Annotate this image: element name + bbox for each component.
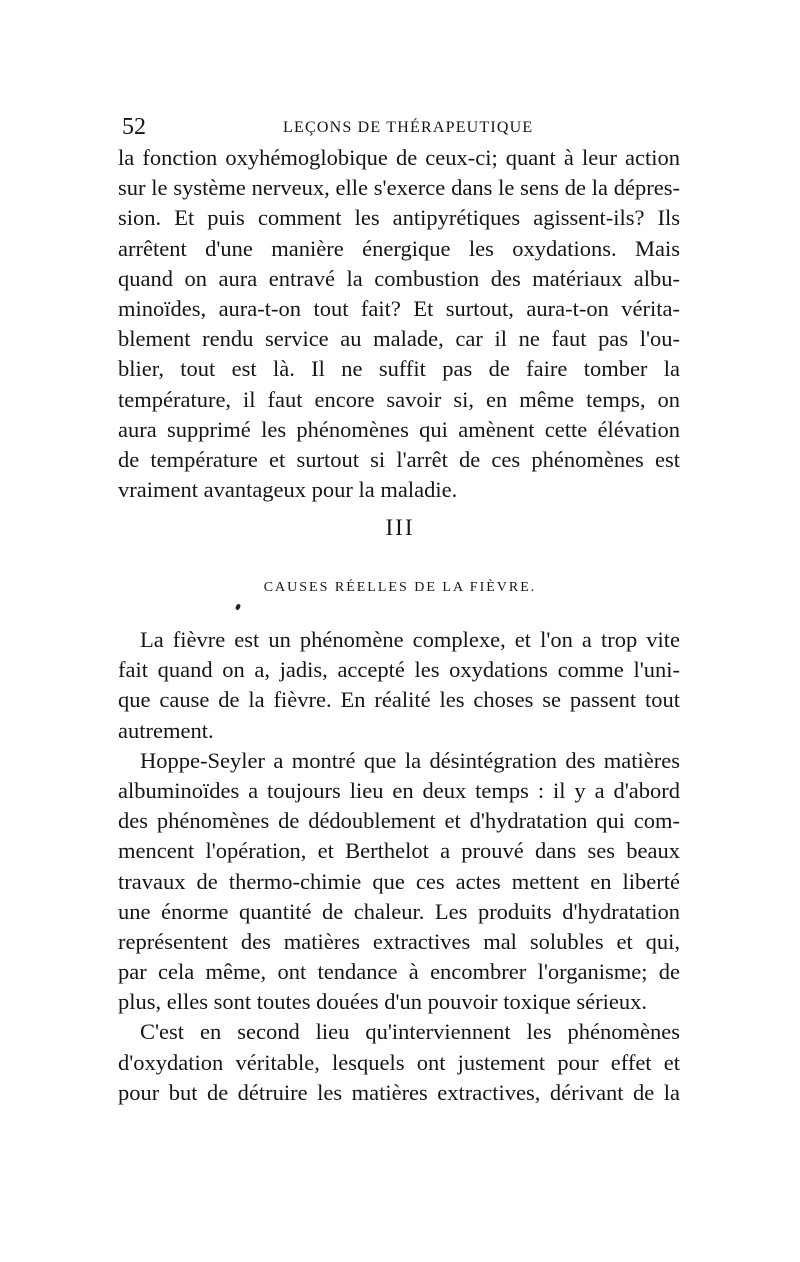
text-line: aura supprimé les phénomènes qui amènent cette élévation <box>118 416 680 442</box>
section-number: III <box>385 515 415 540</box>
text-line: plus, elles sont toutes douées d'un pouvoir toxique sérieux. <box>118 989 647 1015</box>
running-head: LEÇONS DE THÉRAPEUTIQUE <box>283 119 534 136</box>
text-line: sion. Et puis comment les antipyrétiques agissent-ils? Ils <box>118 205 680 231</box>
text-line: température, il faut encore savoir si, en même temps, on <box>118 386 680 412</box>
text-line: blier, tout est là. Il ne suffit pas de faire tomber la <box>118 356 680 382</box>
section-body <box>118 625 680 1108</box>
text-line: albuminoïdes a toujours lieu en deux temps : il y a d'abord <box>118 777 680 803</box>
text-line: arrêtent d'une manière énergique les oxydations. Mais <box>118 235 680 261</box>
text-line: vraiment avantageux pour la maladie. <box>118 477 458 503</box>
text-line: sur le système nerveux, elle s'exerce dans le sens de la dépres- <box>118 175 680 201</box>
text-line: que cause de la fièvre. En réalité les choses se passent tout <box>118 687 680 713</box>
ink-speck <box>235 603 241 610</box>
paragraph <box>118 625 680 746</box>
paragraph <box>118 1017 680 1108</box>
section-title: CAUSES RÉELLES DE LA FIÈVRE. <box>263 580 537 595</box>
text-line: représentent des matières extractives mal solubles et qui, <box>118 928 680 954</box>
text-line: la fonction oxyhémoglobique de ceux-ci; quant à leur action <box>118 145 680 170</box>
text-line: autrement. <box>118 717 214 743</box>
text-line: fait quand on a, jadis, accepté les oxydations comme l'uni- <box>118 657 680 683</box>
continued-paragraph <box>118 143 680 505</box>
text-line: Hoppe-Seyler a montré que la désintégration des matières <box>140 747 680 773</box>
text-line: pour but de détruire les matières extractives, dérivant de la <box>118 1079 680 1105</box>
text-line: une énorme quantité de chaleur. Les produits d'hydratation <box>118 898 680 924</box>
text-line: mencent l'opération, et Berthelot a prouvé dans ses beaux <box>118 838 680 864</box>
text-line: travaux de thermo-chimie que ces actes mettent en liberté <box>118 868 680 894</box>
text-line: de température et surtout si l'arrêt de ces phénomènes est <box>118 446 680 472</box>
paragraph <box>118 746 680 1018</box>
text-line: minoïdes, aura-t-on tout fait? Et surtout, aura-t-on vérita- <box>118 295 680 321</box>
page-header <box>118 112 680 142</box>
text-line: par cela même, ont tendance à encombrer l'organisme; de <box>118 959 680 985</box>
page-number: 52 <box>122 114 146 140</box>
text-line: quand on aura entravé la combustion des matériaux albu- <box>118 265 680 291</box>
text-line: C'est en second lieu qu'interviennent les phénomènes <box>140 1019 680 1045</box>
text-line: d'oxydation véritable, lesquels ont justement pour effet et <box>118 1049 680 1075</box>
text-line: blement rendu service au malade, car il ne faut pas l'ou- <box>118 326 680 352</box>
text-line: La fièvre est un phénomène complexe, et l'on a trop vite <box>140 627 680 652</box>
text-line: des phénomènes de dédoublement et d'hydratation qui com- <box>118 808 680 834</box>
